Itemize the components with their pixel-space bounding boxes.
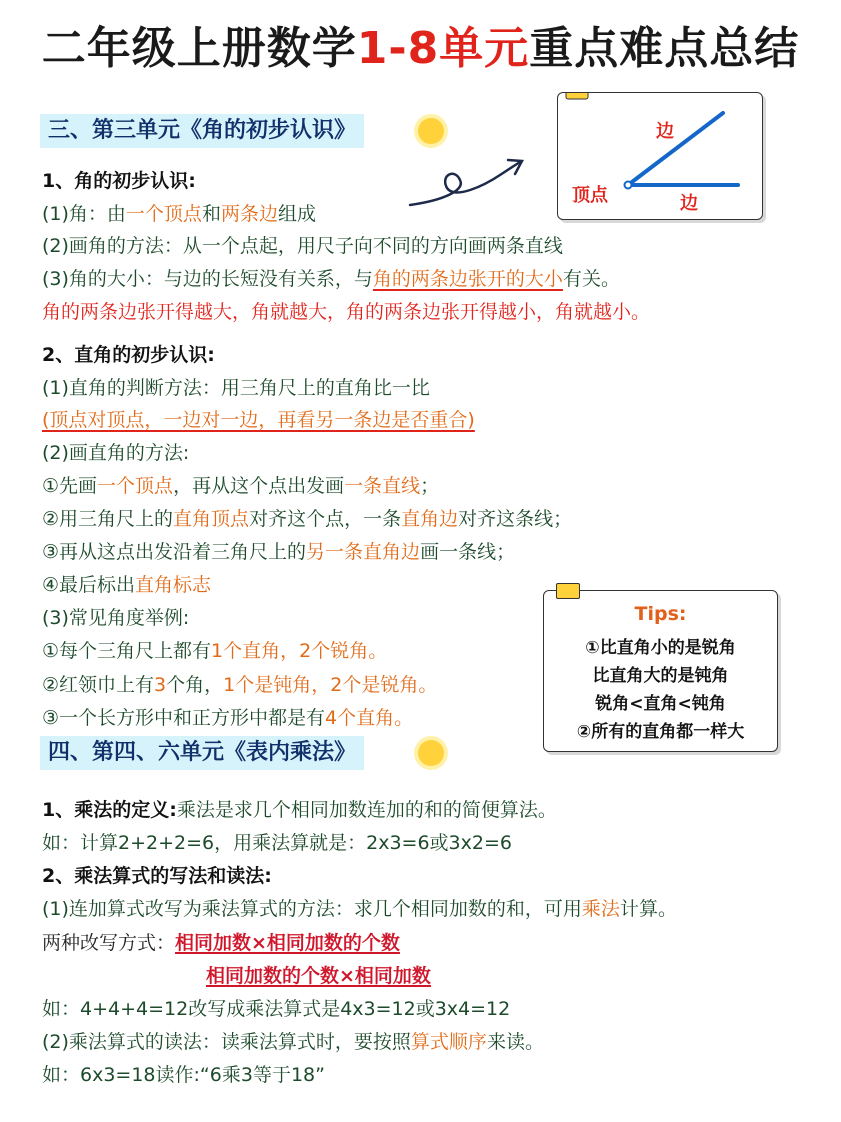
angle-diagram-card	[557, 92, 763, 220]
line-rewrite-way-2: 相同加数的个数×相同加数	[206, 965, 431, 987]
line-angle-def: (1)角：由一个顶点和两条边组成	[42, 203, 316, 225]
page-title	[0, 12, 841, 76]
tips-line-4: ②所有的直角都一样大	[576, 722, 745, 742]
line-read-method: (2)乘法算式的读法：读乘法算式时，要按照算式顺序来读。	[42, 1031, 544, 1053]
vertex-label: 顶点	[572, 185, 608, 206]
subheading-multiply-write: 2、乘法算式的写法和读法:	[42, 865, 272, 887]
line-step-1: ①先画一个顶点，再从这个点出发画一条直线；	[42, 475, 440, 497]
line-rewrite-example: 如：4+4+4=12改写成乘法算式是4x3=12或3x4=12	[42, 998, 511, 1020]
tips-pin-icon	[556, 583, 580, 599]
subheading-right-angle: 2、直角的初步认识:	[42, 344, 215, 366]
curly-arrow-icon	[405, 150, 535, 220]
title-part3: 重点难点总结	[529, 23, 800, 74]
section4-heading: 四、第四、六单元《表内乘法》	[40, 736, 364, 770]
tips-line-2: 比直角大的是钝角	[592, 666, 729, 686]
line-draw-angle: (2)画角的方法：从一个点起，用尺子向不同的方向画两条直线	[42, 235, 563, 257]
line-example-2: ②红领巾上有3个角，1个是钝角，2个是锐角。	[42, 674, 438, 696]
line-step-3: ③再从这点出发沿着三角尺上的另一条直角边画一条线；	[42, 541, 516, 563]
tips-title: Tips:	[634, 603, 687, 625]
tips-line-1: ①比直角小的是锐角	[585, 638, 736, 658]
tips-card	[543, 590, 778, 752]
tips-line-3: 锐角<直角<钝角	[595, 694, 726, 714]
line-angle-rule: 角的两条边张开得越大，角就越大，角的两条边张开得越小，角就越小。	[42, 301, 651, 323]
sun-icon-2	[418, 740, 444, 766]
line-step-4: ④最后标出直角标志	[42, 574, 212, 596]
line-example-1: ①每个三角尺上都有1个直角，2个锐角。	[42, 640, 388, 662]
section3-heading: 三、第三单元《角的初步认识》	[40, 114, 364, 148]
line-right-angle-check: (1)直角的判断方法：用三角尺上的直角比一比	[42, 377, 430, 399]
line-multiply-def: 1、乘法的定义:乘法是求几个相同加数连加的和的简便算法。	[42, 799, 557, 821]
line-rewrite-ways: 两种改写方式：相同加数×相同加数的个数	[42, 932, 400, 954]
line-examples-heading: (3)常见角度举例:	[42, 607, 190, 629]
line-example-3: ③一个长方形中和正方形中都是有4个直角。	[42, 707, 414, 729]
sun-icon	[418, 118, 444, 144]
subheading-angle: 1、角的初步认识:	[42, 170, 196, 192]
line-rewrite-method: (1)连加算式改写为乘法算式的方法：求几个相同加数的和，可用乘法计算。	[42, 898, 677, 920]
edge-label-top: 边	[656, 121, 674, 142]
line-read-example: 如：6x3=18读作:“6乘3等于18”	[42, 1064, 325, 1086]
line-multiply-example: 如：计算2+2+2=6，用乘法算就是：2x3=6或3x2=6	[42, 832, 512, 854]
line-right-angle-steps: (顶点对顶点，一边对一边，再看另一条边是否重合)	[42, 409, 475, 431]
line-angle-size: (3)角的大小：与边的长短没有关系，与角的两条边张开的大小有关。	[42, 268, 620, 290]
line-draw-right-angle: (2)画直角的方法:	[42, 442, 190, 464]
edge-label-bottom: 边	[680, 193, 698, 214]
title-part1: 二年级上册数学	[41, 23, 357, 74]
line-step-2: ②用三角尺上的直角顶点对齐这个点，一条直角边对齐这条线；	[42, 508, 573, 530]
title-part2: 1-8单元	[356, 23, 530, 74]
